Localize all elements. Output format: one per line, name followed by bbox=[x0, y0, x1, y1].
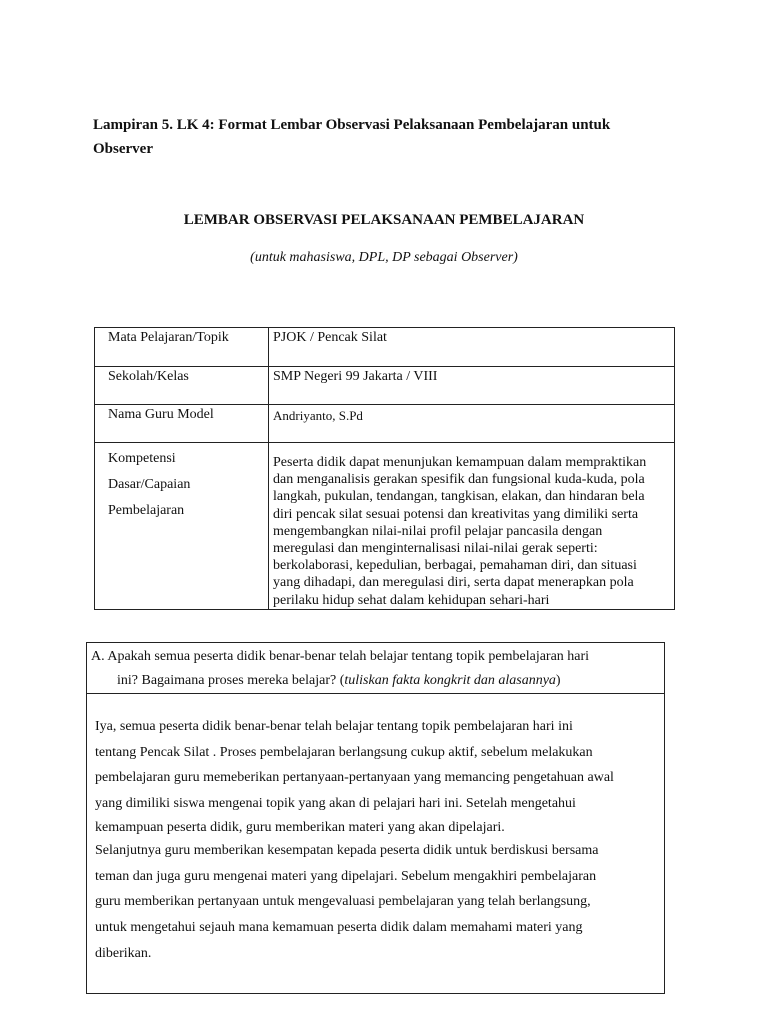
page-subtitle: (untuk mahasiswa, DPL, DP sebagai Observer) bbox=[250, 250, 518, 265]
table-row-competency bbox=[95, 443, 675, 610]
teacher-value: Andriyanto, S.Pd bbox=[273, 408, 363, 423]
answer-line: diberikan. bbox=[95, 945, 152, 961]
observation-answer bbox=[95, 714, 660, 966]
competency-text-line: berkolaborasi, kepedulian, berbagai, pemahaman diri, dan situasi bbox=[273, 558, 637, 574]
observation-question bbox=[87, 643, 664, 694]
competency-label-line: Pembelajaran bbox=[108, 503, 185, 518]
answer-line: Iya, semua peserta didik benar-benar telah belajar tentang topik pembelajaran hari ini bbox=[95, 719, 573, 734]
competency-label-line: Kompetensi bbox=[108, 451, 176, 466]
competency-value-cell bbox=[269, 443, 675, 610]
answer-line: kemampuan peserta didik, guru memberikan materi yang akan dipelajari. bbox=[95, 819, 505, 835]
competency-label-cell bbox=[95, 443, 269, 610]
answer-line: Selanjutnya guru memberikan kesempatan kepada peserta didik untuk berdiskusi bersama bbox=[95, 842, 599, 858]
observation-box bbox=[86, 642, 665, 994]
table-row-subject bbox=[95, 328, 675, 367]
competency-label-line: Dasar/Capaian bbox=[108, 477, 191, 492]
question-close-paren: ) bbox=[555, 673, 561, 688]
school-label-cell bbox=[95, 367, 269, 405]
subject-label: Mata Pelajaran/Topik bbox=[108, 330, 229, 345]
school-value-cell bbox=[269, 367, 675, 405]
document-heading bbox=[93, 113, 653, 161]
teacher-value-cell bbox=[269, 405, 675, 443]
question-instruction: tuliskan fakta kongkrit dan alasannya bbox=[344, 673, 556, 688]
answer-line: guru memberikan pertanyaan untuk mengevaluasi pembelajaran yang telah berlangsung, bbox=[95, 894, 591, 910]
competency-text-line: yang dihadapi, dan meregulasi diri, serta dapat menerapkan pola bbox=[273, 575, 634, 591]
question-line-2 bbox=[91, 669, 658, 693]
heading-line-2: Observer bbox=[93, 141, 153, 157]
school-label: Sekolah/Kelas bbox=[108, 369, 189, 384]
heading-line-1: Lampiran 5. LK 4: Format Lembar Observasi Pelaksanaan Pembelajaran untuk bbox=[93, 117, 611, 133]
competency-text-line: perilaku hidup sehat dalam kehidupan sehari-hari bbox=[273, 592, 550, 608]
competency-text-line: diri pencak silat sesuai potensi dan kreativitas yang dimiliki serta bbox=[273, 506, 639, 522]
answer-line: teman dan juga guru mengenai materi yang dipelajari. Sebelum mengakhiri pembelajaran bbox=[95, 868, 597, 884]
teacher-label: Nama Guru Model bbox=[108, 407, 214, 422]
teacher-label-cell bbox=[95, 405, 269, 443]
answer-line: yang dimiliki siswa mengenai topik yang akan di pelajari hari ini. Setelah mengetahui bbox=[95, 796, 576, 812]
question-text: ini? Bagaimana proses mereka belajar? ( bbox=[117, 673, 345, 688]
table-row-teacher bbox=[95, 405, 675, 443]
competency-text-line: dan menganalisis gerakan spesifik dan fungsional kuda-kuda, pola bbox=[273, 472, 645, 488]
school-value: SMP Negeri 99 Jakarta / VIII bbox=[273, 369, 438, 384]
answer-line: tentang Pencak Silat . Proses pembelajaran berlangsung cukup aktif, sebelum melakukan bbox=[95, 744, 593, 760]
table-row-school bbox=[95, 367, 675, 405]
subject-label-cell bbox=[95, 328, 269, 367]
competency-text-line: meregulasi dan menginternalisasi nilai-nilai gerak seperti: bbox=[273, 541, 598, 557]
competency-text-line: Peserta didik dapat menunjukan kemampuan dalam mempraktikan bbox=[273, 455, 647, 470]
subject-value-cell bbox=[269, 328, 675, 367]
question-line-1: A. Apakah semua peserta didik benar-benar telah belajar tentang topik pembelajaran hari bbox=[91, 649, 590, 664]
answer-line: pembelajaran guru memeberikan pertanyaan-pertanyaan yang memancing pengetahuan awal bbox=[95, 770, 614, 786]
page-title: LEMBAR OBSERVASI PELAKSANAAN PEMBELAJARAN bbox=[183, 212, 585, 228]
competency-text-line: mengembangkan nilai-nilai profil pelajar pancasila dengan bbox=[273, 523, 603, 539]
subject-value: PJOK / Pencak Silat bbox=[273, 330, 387, 345]
answer-line: untuk mengetahui sejauh mana kemamuan peserta didik dalam memahami materi yang bbox=[95, 919, 583, 935]
lesson-info-table bbox=[94, 327, 675, 610]
competency-text-line: langkah, pukulan, tendangan, tangkisan, elakan, dan hindaran bela bbox=[273, 489, 645, 505]
